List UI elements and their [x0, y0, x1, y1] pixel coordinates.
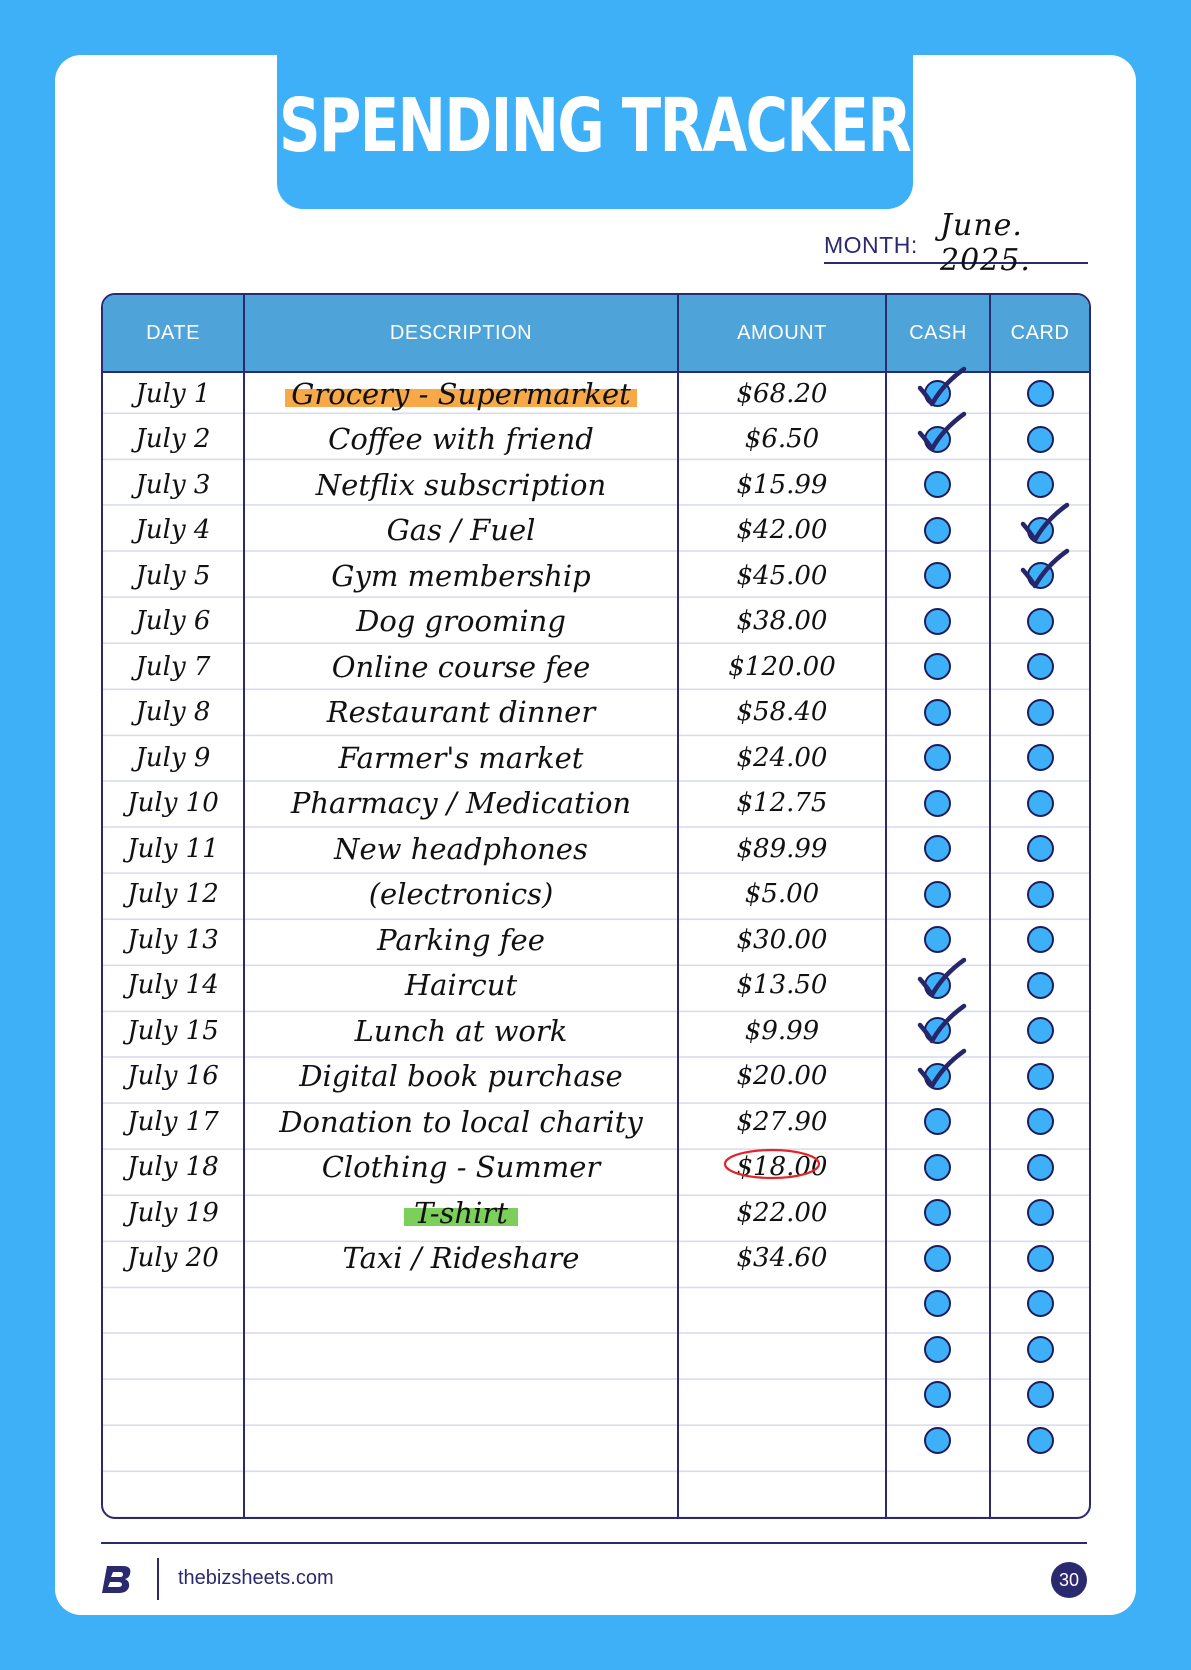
page-number-badge: 30	[1051, 1562, 1087, 1598]
red-circle-mark-icon	[721, 1144, 823, 1184]
table-row	[103, 963, 1089, 1009]
row-description: Lunch at work	[354, 1013, 568, 1048]
row-amount: $6.50	[744, 424, 820, 455]
row-description-cell[interactable]	[245, 917, 677, 963]
row-description: Dog grooming	[356, 604, 566, 639]
row-amount-cell[interactable]	[679, 826, 885, 872]
page-title: SPENDING TRACKER	[279, 83, 911, 169]
card-checkmark-icon	[1018, 548, 1070, 592]
row-date[interactable]: July 19	[127, 1197, 219, 1228]
table-row	[103, 1145, 1089, 1191]
card-checkbox[interactable]	[1027, 972, 1054, 999]
row-amount: $45.00	[736, 560, 828, 591]
card-checkbox[interactable]	[1027, 744, 1054, 771]
row-amount-cell[interactable]	[679, 781, 885, 827]
row-amount: $120.00	[728, 651, 836, 682]
cash-checkbox[interactable]	[924, 1427, 951, 1454]
cash-checkmark-icon	[915, 411, 967, 455]
row-description-cell[interactable]	[245, 553, 677, 599]
row-date[interactable]	[103, 1327, 243, 1373]
row-description-cell[interactable]	[245, 1099, 677, 1145]
cash-checkbox[interactable]	[924, 1290, 951, 1317]
month-field	[824, 208, 1088, 278]
row-description-cell[interactable]	[245, 1372, 677, 1418]
row-amount: $58.40	[736, 697, 828, 728]
row-date[interactable]: July 9	[135, 742, 211, 773]
card-checkbox[interactable]	[1027, 1154, 1054, 1181]
card-checkbox[interactable]	[1027, 1427, 1054, 1454]
footer-divider	[101, 1542, 1087, 1544]
card-checkbox[interactable]	[1027, 1199, 1054, 1226]
table-row	[103, 781, 1089, 827]
row-description-cell[interactable]	[245, 1327, 677, 1373]
header-card: CARD	[1010, 321, 1070, 344]
row-date[interactable]: July 17	[127, 1106, 219, 1137]
row-amount: $13.50	[736, 970, 828, 1001]
card-checkbox[interactable]	[1027, 790, 1054, 817]
card-checkbox[interactable]	[1027, 426, 1054, 453]
row-date[interactable]: July 3	[135, 469, 211, 500]
row-description-cell[interactable]	[245, 1008, 677, 1054]
row-date[interactable]: July 13	[127, 924, 219, 955]
row-date[interactable]	[103, 1418, 243, 1464]
table-row	[103, 1327, 1089, 1373]
row-amount-cell[interactable]	[679, 1145, 885, 1191]
table-row	[103, 872, 1089, 918]
row-description: Netflix subscription	[315, 467, 607, 502]
table-row	[103, 690, 1089, 736]
row-amount: $42.00	[736, 515, 828, 546]
title-banner	[277, 55, 913, 209]
row-description-cell[interactable]	[245, 1054, 677, 1100]
row-description-cell[interactable]	[245, 462, 677, 508]
cash-checkbox[interactable]	[924, 1245, 951, 1272]
card-checkbox[interactable]	[1027, 380, 1054, 407]
cash-checkbox[interactable]	[924, 517, 951, 544]
row-date[interactable]: July 10	[127, 788, 219, 819]
row-description-cell[interactable]	[245, 826, 677, 872]
row-description: Online course fee	[331, 649, 591, 684]
row-description-cell[interactable]	[245, 781, 677, 827]
row-date[interactable]: July 8	[135, 697, 211, 728]
cash-checkbox[interactable]	[924, 1336, 951, 1363]
row-date[interactable]	[103, 1281, 243, 1327]
row-amount-cell[interactable]	[679, 1236, 885, 1282]
card-checkbox[interactable]	[1027, 699, 1054, 726]
row-amount-cell[interactable]	[679, 872, 885, 918]
row-amount-cell[interactable]	[679, 690, 885, 736]
row-date[interactable]: July 16	[127, 1061, 219, 1092]
month-label: MONTH:	[824, 232, 918, 258]
row-description-cell[interactable]	[245, 508, 677, 554]
month-value[interactable]: June. 2025.	[940, 208, 1031, 278]
card-checkbox[interactable]	[1027, 1290, 1054, 1317]
row-description: Restaurant dinner	[326, 695, 596, 730]
row-description-cell[interactable]	[245, 371, 677, 417]
table-row	[103, 1099, 1089, 1145]
cash-checkbox[interactable]	[924, 926, 951, 953]
row-description: Gym membership	[331, 558, 591, 593]
cash-checkbox[interactable]	[924, 790, 951, 817]
table-row	[103, 1281, 1089, 1327]
row-amount-cell[interactable]	[679, 599, 885, 645]
cash-checkbox[interactable]	[924, 1381, 951, 1408]
row-description: New headphones	[334, 831, 588, 866]
cash-checkbox[interactable]	[924, 653, 951, 680]
row-amount-cell[interactable]	[679, 1190, 885, 1236]
row-amount: $9.99	[744, 1015, 820, 1046]
row-date[interactable]: July 20	[127, 1243, 219, 1274]
cash-checkbox[interactable]	[924, 881, 951, 908]
row-date[interactable]: July 2	[135, 424, 211, 455]
header-amount: AMOUNT	[737, 321, 827, 344]
row-description-cell[interactable]	[245, 1281, 677, 1327]
cash-checkbox[interactable]	[924, 1199, 951, 1226]
table-row	[103, 553, 1089, 599]
card-checkbox[interactable]	[1027, 1108, 1054, 1135]
bizsheets-logo-icon	[101, 1562, 135, 1596]
cash-checkmark-icon	[915, 366, 967, 410]
table-row	[103, 735, 1089, 781]
card-checkbox[interactable]	[1027, 1381, 1054, 1408]
row-amount: $30.00	[736, 924, 828, 955]
row-description: (electronics)	[368, 877, 554, 912]
table-row	[103, 826, 1089, 872]
row-amount-cell[interactable]	[679, 1327, 885, 1373]
card-checkbox[interactable]	[1027, 926, 1054, 953]
card-checkbox[interactable]	[1027, 1063, 1054, 1090]
row-description: Farmer's market	[338, 740, 584, 775]
card-checkbox[interactable]	[1027, 881, 1054, 908]
row-description: Grocery - Supermarket	[285, 377, 637, 411]
card-checkmark-icon	[1018, 502, 1070, 546]
table-row	[103, 1054, 1089, 1100]
row-description: Haircut	[404, 968, 518, 1003]
row-amount: $20.00	[736, 1061, 828, 1092]
table-row	[103, 917, 1089, 963]
row-description-cell[interactable]	[245, 735, 677, 781]
row-amount-cell[interactable]	[679, 553, 885, 599]
row-description-cell[interactable]	[245, 599, 677, 645]
header-date: DATE	[146, 321, 200, 344]
row-amount-cell[interactable]	[679, 508, 885, 554]
row-amount: $24.00	[736, 742, 828, 773]
table-row	[103, 1236, 1089, 1282]
row-description-cell[interactable]	[245, 872, 677, 918]
row-date[interactable]: July 7	[135, 651, 211, 682]
table-row	[103, 1372, 1089, 1418]
row-amount: $15.99	[736, 469, 828, 500]
cash-checkmark-icon	[915, 1048, 967, 1092]
row-description-cell[interactable]	[245, 417, 677, 463]
card-checkbox[interactable]	[1027, 471, 1054, 498]
row-amount-cell[interactable]	[679, 963, 885, 1009]
row-amount-cell[interactable]	[679, 917, 885, 963]
row-amount-cell[interactable]	[679, 1281, 885, 1327]
row-amount-cell[interactable]	[679, 1054, 885, 1100]
cash-checkmark-icon	[915, 957, 967, 1001]
row-date[interactable]: July 6	[135, 606, 211, 637]
table-header	[103, 295, 1089, 373]
row-description: Taxi / Rideshare	[342, 1241, 580, 1276]
cash-checkbox[interactable]	[924, 1154, 951, 1181]
cash-checkmark-icon	[915, 1003, 967, 1047]
row-description: Gas / Fuel	[386, 513, 536, 548]
row-amount-cell[interactable]	[679, 462, 885, 508]
footer-website-link[interactable]: thebizsheets.com	[178, 1567, 334, 1589]
row-amount-cell[interactable]	[679, 417, 885, 463]
row-amount-cell[interactable]	[679, 1372, 885, 1418]
row-amount-cell[interactable]	[679, 735, 885, 781]
header-cash: CASH	[909, 321, 967, 344]
row-amount: $89.99	[736, 833, 828, 864]
card-checkbox[interactable]	[1027, 1245, 1054, 1272]
row-date[interactable]	[103, 1372, 243, 1418]
row-date[interactable]: July 1	[135, 378, 211, 409]
table-row	[103, 1418, 1089, 1464]
row-description-cell[interactable]	[245, 644, 677, 690]
row-date[interactable]: July 14	[127, 970, 219, 1001]
row-amount-cell[interactable]	[679, 644, 885, 690]
row-amount: $18.00	[737, 1152, 828, 1182]
row-description: T-shirt	[404, 1196, 518, 1230]
cash-checkbox[interactable]	[924, 1108, 951, 1135]
row-date[interactable]: July 5	[135, 560, 211, 591]
cash-checkbox[interactable]	[924, 835, 951, 862]
table-row	[103, 599, 1089, 645]
row-date[interactable]: July 18	[127, 1152, 219, 1183]
row-amount: $5.00	[744, 879, 820, 910]
cash-checkbox[interactable]	[924, 608, 951, 635]
table-row	[103, 417, 1089, 463]
table-row	[103, 1008, 1089, 1054]
card-checkbox[interactable]	[1027, 1336, 1054, 1363]
card-checkbox[interactable]	[1027, 835, 1054, 862]
cash-checkbox[interactable]	[924, 744, 951, 771]
row-amount: $38.00	[736, 606, 828, 637]
row-description: Pharmacy / Medication	[290, 786, 632, 821]
row-amount-cell[interactable]	[679, 371, 885, 417]
row-description: Parking fee	[377, 922, 545, 957]
row-date[interactable]: July 11	[127, 833, 219, 864]
row-amount-cell[interactable]	[679, 1008, 885, 1054]
row-description: Coffee with friend	[328, 422, 594, 457]
row-amount: $12.75	[736, 788, 828, 819]
cash-checkbox[interactable]	[924, 699, 951, 726]
table-row	[103, 1190, 1089, 1236]
cash-checkbox[interactable]	[924, 471, 951, 498]
row-description-cell[interactable]	[245, 963, 677, 1009]
footer-separator	[157, 1558, 159, 1600]
row-description-cell[interactable]	[245, 1145, 677, 1191]
card-checkbox[interactable]	[1027, 608, 1054, 635]
cash-checkbox[interactable]	[924, 562, 951, 589]
row-description: Clothing - Summer	[321, 1150, 601, 1185]
row-description: Donation to local charity	[279, 1104, 643, 1139]
row-date[interactable]: July 15	[127, 1015, 219, 1046]
spending-table	[101, 293, 1091, 1519]
table-row	[103, 508, 1089, 554]
header-description: DESCRIPTION	[389, 321, 533, 344]
row-description-cell[interactable]	[245, 1190, 677, 1236]
row-description-cell[interactable]	[245, 1418, 677, 1464]
card-checkbox[interactable]	[1027, 1017, 1054, 1044]
row-description: Digital book purchase	[299, 1059, 623, 1094]
card-checkbox[interactable]	[1027, 653, 1054, 680]
row-amount: $68.20	[736, 378, 828, 409]
row-amount-cell[interactable]	[679, 1418, 885, 1464]
row-date[interactable]: July 12	[127, 879, 219, 910]
table-row	[103, 462, 1089, 508]
row-amount: $34.60	[736, 1243, 828, 1274]
row-description-cell[interactable]	[245, 690, 677, 736]
row-date[interactable]: July 4	[135, 515, 211, 546]
row-amount: $22.00	[736, 1197, 828, 1228]
table-row	[103, 644, 1089, 690]
row-amount: $27.90	[736, 1106, 828, 1137]
table-row	[103, 371, 1089, 417]
row-amount-cell[interactable]	[679, 1099, 885, 1145]
row-description-cell[interactable]	[245, 1236, 677, 1282]
